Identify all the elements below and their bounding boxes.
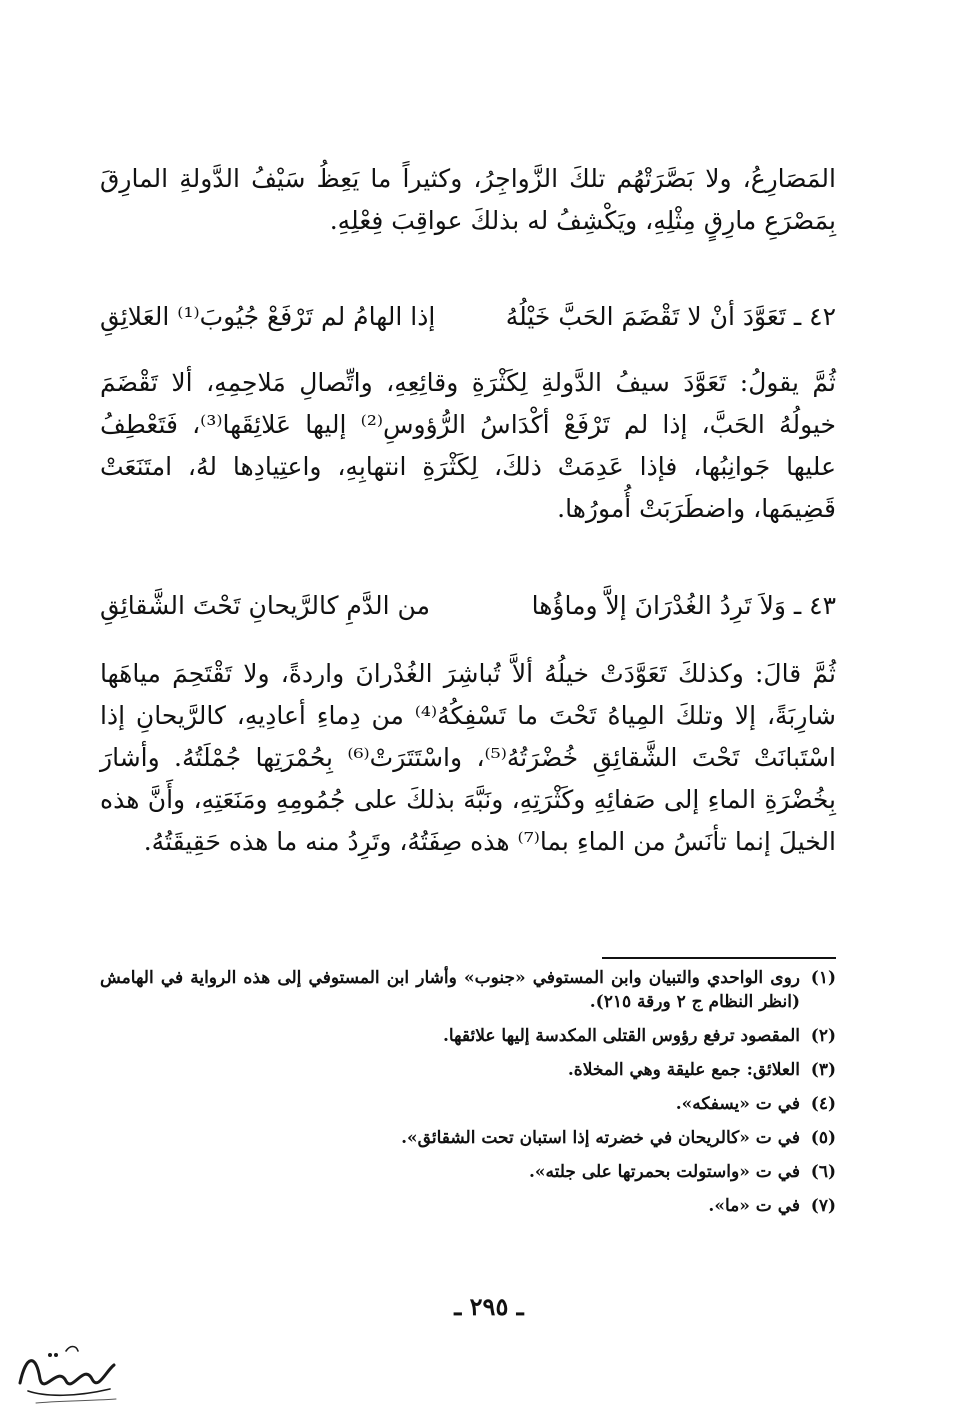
footnote-item <box>100 1024 836 1048</box>
verse-43-second-hemistich: من الدَّمِ كالرَّيحانِ تَحْتَ الشَّقائِقِ <box>100 591 430 620</box>
page-number: ـ ٢٩٥ ـ <box>454 1292 524 1321</box>
footnote-number: (٢) <box>810 1026 836 1046</box>
footnote-item <box>100 1126 836 1150</box>
footnote-item <box>100 966 836 1014</box>
footnote-text: روى الواحدي والتبيان وابن المستوفي «جنوب» وأشار ابن المستوفي إلى هذه الرواية في الهامش (انظر النظام ج ٢ ورقة ٢١٥). <box>100 968 800 1012</box>
footnote-item <box>100 1194 836 1218</box>
paragraph-intro: المَصَارِعُ، ولا بَصَّرَتْهُم تلكَ الزَّواجِرُ، وكثيراً ما يَعِظُ سَيْفُ الدَّولةِ المارِقَ بِمَصْرَعِ مارِقٍ مِثْلِهِ، ويَكْشِفُ له بذلكَ عواقِبَ فِعْلِهِ. <box>100 164 836 235</box>
footnote-number: (٤) <box>810 1094 836 1114</box>
footnote-item <box>100 1058 836 1082</box>
footnote-number: (٦) <box>810 1162 836 1182</box>
footnotes <box>100 966 836 1228</box>
verse-42 <box>100 296 836 338</box>
footnote-number: (١) <box>810 968 836 988</box>
footnote-text: في ت «كالريحان في خضرته إذا استبان تحت الشقائق». <box>401 1128 800 1148</box>
footnote-item <box>100 1092 836 1116</box>
footnote-text: المقصود ترفع رؤوس القتلى المكدسة إليها علائقها. <box>442 1026 800 1046</box>
footnote-text: في ت «ما». <box>708 1196 800 1216</box>
footnote-number: (٧) <box>810 1196 836 1216</box>
footnote-text: في ت «واستولت بحمرتها على جلته». <box>528 1162 800 1182</box>
footnote-text: العلائق: جمع عليقة وهي المخلاة. <box>567 1060 800 1080</box>
footnote-divider <box>602 957 836 959</box>
footnote-number: (٥) <box>810 1128 836 1148</box>
verse-42-second-hemistich: إذا الهامُ لم تَرْفَعْ جُيُوبَ⁽¹⁾ العَلائِقِ <box>100 302 436 331</box>
paragraph-commentary-43: ثُمَّ قالَ: وكذلكَ تَعَوَّدَتْ خيلُهُ ألاَّ تُباشِرَ الغُدْرانَ واردةً، ولا تَقْتَحِمَ مياهَها شارِبَةً، إلا وتلكَ المِياهُ تَحْتَ ما تَسْفِكُهُ⁽⁴⁾ من دِماءِ أعادِيهِ، كالرَّيحانِ إذا اسْتَبانَتْ تَحْتَ الشَّقائِقِ خُضْرَتُهُ⁽⁵⁾، واسْتَتَرَتْ⁽⁶⁾ بِحُمْرَتِها جُمْلَتُهُ. وأشارَ بِخُضْرَةِ الماءِ إلى صَفائِهِ وكَثْرَتِهِ، ونَبَّهَ بذلكَ على جُمُومِهِ ومَنَعَتِهِ، وأَنَّ هذه الخيلَ إنما تأنَسُ من الماءِ بما⁽⁷⁾ هذه صِفَتُهُ، وتَرِدُ منه ما هذه حَقِيقَتُهُ. <box>100 659 837 856</box>
calligraphy-logo-icon <box>6 1335 126 1410</box>
verse-42-first-hemistich: ٤٢ ـ تَعَوَّدَ أنْ لا تَقْضَمَ الحَبَّ خَيْلُهُ <box>505 302 836 331</box>
footnote-text: في ت «يسفكه». <box>675 1094 800 1114</box>
footnote-number: (٣) <box>810 1060 836 1080</box>
verse-43-first-hemistich: ٤٣ ـ وَلاَ تَرِدُ الغُدْرَانَ إلاَّ وماؤُها <box>531 591 836 620</box>
paragraph-commentary-42: ثُمَّ يقولُ: تَعَوَّدَ سيفُ الدَّولةِ لِكَثْرَةِ وقائِعِهِ، واتِّصالِ مَلاحِمِهِ، ألا تَقْضَمَ خيولُهُ الحَبَّ، إذا لم تَرْفَعْ أكْدَاسُ الرُّؤوسِ⁽²⁾ إليها عَلائِقَها⁽³⁾، فَتَعْطِفُ عليها جَوانِبُها، فإذا عَدِمَتْ ذلكَ، لِكَثْرَةِ انتهابِهِ، واعتِيادِها لهُ، امتَنَعَتْ قَضِيمَها، واضطَرَبَتْ أُمورُها. <box>100 368 836 523</box>
verse-43 <box>100 585 836 627</box>
footnote-item <box>100 1160 836 1184</box>
